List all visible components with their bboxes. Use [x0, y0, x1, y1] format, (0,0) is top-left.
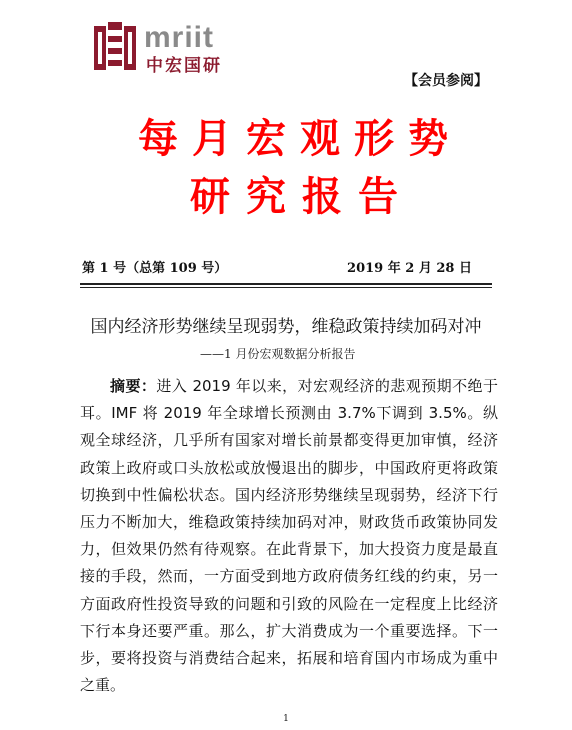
page-number: 1	[283, 714, 289, 724]
mriit-logo	[94, 22, 234, 82]
report-date: 2019 年 2 月 28 日	[347, 261, 472, 276]
report-title-line2: 研究报告	[190, 173, 414, 220]
mriit-logo-mark-icon	[94, 22, 136, 74]
article-subtitle: ——1 月份宏观数据分析报告	[200, 347, 356, 361]
divider-thick	[80, 283, 492, 285]
logo-text-cn: 中宏国研	[146, 56, 222, 76]
abstract-paragraph	[80, 373, 498, 699]
abstract-body: 进入 2019 年以来，对宏观经济的悲观预期不绝于耳。IMF 将 2019 年全球增长预测由 3.7%下调到 3.5%。纵观全球经济，几乎所有国家对增长前景都变得更加审慎，经济政策上政府或口头放松或放慢退出的脚步，中国政府更将政策切换到中性偏松状态。国内经济形势继续呈现弱势，经济下行压力不断加大，维稳政策持续加码对冲，财政货币政策协同发力，但效果仍然有待观察。在此背景下，加大投资力度是最直接的手段，然而，一方面受到地方政府债务红线的约束，另一方面政府性投资导致的问题和引致的风险在一定程度上比经济下行本身还要严重。那么，扩大消费成为一个重要选择。下一步，要将投资与消费结合起来，拓展和培育国内市场成为重中之重。	[80, 377, 498, 695]
member-tag: 【会员参阅】	[404, 73, 488, 89]
issue-number: 第 1 号（总第 109 号）	[82, 261, 228, 276]
divider-thin	[80, 287, 492, 288]
article-headline: 国内经济形势继续呈现弱势，维稳政策持续加码对冲	[90, 317, 482, 337]
abstract-label: 摘要：	[110, 377, 157, 395]
report-title-line1: 每月宏观形势	[138, 115, 462, 162]
logo-text-en: mriit	[144, 21, 215, 54]
